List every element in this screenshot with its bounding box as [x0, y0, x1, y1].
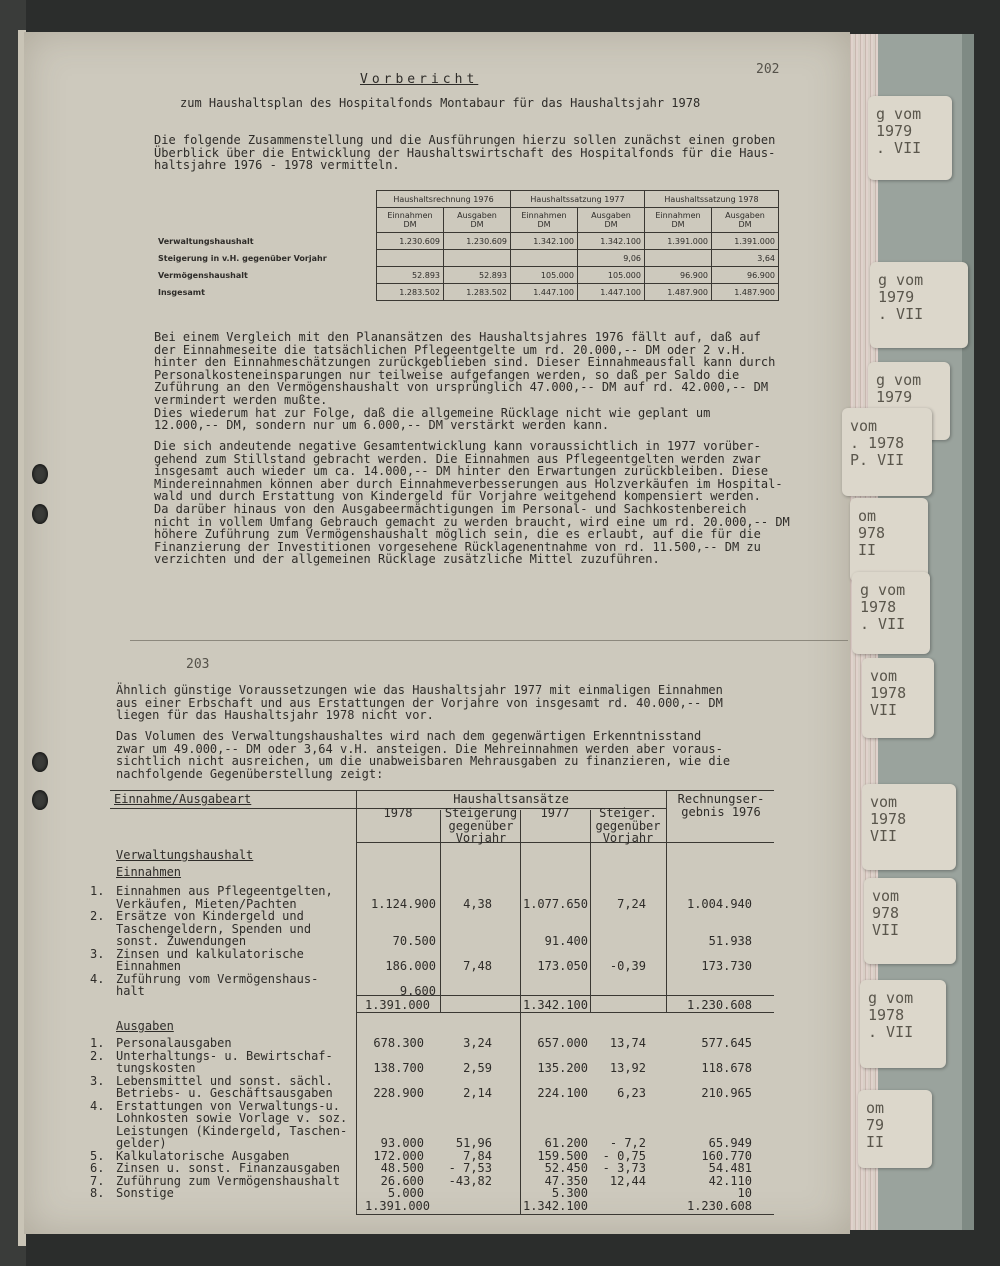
group-header-1977: Haushaltssatzung 1977 [511, 191, 645, 208]
col-ausgaben: Ausgaben DM [578, 208, 645, 233]
row-label: Steigerung in v.H. gegenüber Vorjahr [158, 253, 327, 263]
register-tab-9[interactable]: vom 978 VII [864, 878, 956, 964]
register-tab-3[interactable]: g vom 1979 [868, 362, 950, 440]
row-label: Vermögenshaushalt [158, 270, 248, 280]
cell: 9,06 [578, 250, 645, 267]
table-row [155, 284, 779, 301]
page-divider [130, 640, 848, 641]
header-steigerung-2: Steiger. gegenüber Vorjahr [595, 806, 661, 845]
col-einnahmen: Einnahmen DM [645, 208, 712, 233]
cell [511, 250, 578, 267]
cell: 52.893 [444, 267, 511, 284]
cell: 52.893 [377, 267, 444, 284]
header-1978: 1978 [383, 806, 413, 820]
cell: 1.342.100 [578, 233, 645, 250]
col-einnahmen: Einnahmen DM [511, 208, 578, 233]
ausgaben-steigerung-1: 3,24 2,59 2,14 51,96 7,84 - 7,53 -43,82 [448, 1036, 492, 1188]
cell: 1.487.900 [712, 284, 779, 301]
register-tab-6[interactable]: g vom 1978 . VII [852, 572, 930, 654]
register-tab-1[interactable]: g vom 1979 . VII [868, 96, 952, 180]
document-title: Vorbericht [360, 72, 479, 87]
summary-table [155, 190, 779, 301]
cell: 1.283.502 [377, 284, 444, 301]
header-steigerung-1: Steigerung gegenüber Vorjahr [444, 806, 518, 845]
ausgaben-sum-1978: 1.391.000 [364, 1199, 430, 1213]
einnahmen-1978: 1.124.900 70.500 186.000 9.600 [370, 896, 436, 998]
cell: 1.283.502 [444, 284, 511, 301]
einnahmen-steigerung-1: 4,38 7,48 [463, 896, 492, 973]
page-number-202: 202 [756, 62, 780, 77]
einnahmen-labels: Einnahmen aus Pflegeentgelten, Verkäufen, Mieten/Pachten Ersätze von Kindergeld und Taschengeldern, Spenden und sonst. Zuwendungen Zinsen und kalkulatorische Einnahmen Zuführung vom Vermögenshaus- halt [116, 884, 333, 998]
cell [444, 250, 511, 267]
row-label: Verwaltungshaushalt [158, 236, 254, 246]
einnahmen-numbers: 1. 2. 3. 4. [90, 884, 105, 986]
punch-hole [32, 464, 48, 484]
header-ansaetze: Haushaltsansätze [453, 792, 569, 806]
row-label: Insgesamt [158, 287, 205, 297]
einnahmen-sum-1977: 1.342.100 [522, 998, 588, 1012]
register-tab-2[interactable]: g vom 1979 . VII [870, 262, 968, 348]
cell [377, 250, 444, 267]
cell: 1.230.609 [444, 233, 511, 250]
col-ausgaben: Ausgaben DM [712, 208, 779, 233]
section-ausgaben: Ausgaben [116, 1019, 174, 1033]
table-row [155, 250, 779, 267]
cell: 1.342.100 [511, 233, 578, 250]
register-tab-10[interactable]: g vom 1978 . VII [860, 980, 946, 1068]
register-tab-11[interactable]: om 79 II [858, 1090, 932, 1168]
col-ausgaben: Ausgaben DM [444, 208, 511, 233]
cell: 3,64 [712, 250, 779, 267]
cell [645, 250, 712, 267]
group-header-1976: Haushaltsrechnung 1976 [377, 191, 511, 208]
cell: 1.447.100 [578, 284, 645, 301]
header-rechnungsergebnis: Rechnungser- gebnis 1976 [677, 792, 765, 819]
ausgaben-sum-1977: 1.342.100 [522, 1199, 588, 1213]
cell: 1.230.609 [377, 233, 444, 250]
document-subtitle: zum Haushaltsplan des Hospitalfonds Montabaur für das Haushaltsjahr 1978 [180, 96, 701, 110]
cell: 105.000 [511, 267, 578, 284]
section-verwaltungshaushalt: Verwaltungshaushalt [116, 848, 254, 862]
einnahmen-1977: 1.077.650 91.400 173.050 [522, 896, 588, 973]
einnahmen-1976: 1.004.940 51.938 173.730 [686, 896, 752, 973]
paragraph-comparison-1976: Bei einem Vergleich mit den Planansätzen des Haushaltsjahres 1976 fällt auf, daß auf der Einnahmeseite die tatsächlichen Pflegeentgelte um rd. 20.000,-- DM oder 2 v.H. hinter den Einnahmeschätzungen zurückgeblieben sind. Dieser Einnahmeausfall kann durch Personalkosteneinsparungen nur teilweise aufgefangen werden, so daß per Saldo die Zuführung an den Vermögenshaushalt von ursprünglich 47.000,-- DM auf rd. 42.000,-- DM vermindert werden mußte. Dies wiederum hat zur Folge, daß die allgemeine Rücklage nicht wie geplant um 12.000,-- DM, sondern nur um 6.000,-- DM verstärkt werden kann. [154, 330, 776, 433]
register-tab-7[interactable]: vom 1978 VII [862, 658, 934, 738]
paragraph-development-1977: Die sich andeutende negative Gesamtentwicklung kann voraussichtlich in 1977 vorüber- gehend zum Stillstand gebracht werden. Die Einnahmen aus Pflegeentgelten werden zwar insgesamt auch wieder um ca. 14.000,-- DM hinter den Erwartungen zurückbleiben. Diese Mindereinnahmen können aber durch Einnahmeverbesserungen aus Holzverkäufen im Hospital- wald und durch Erstattung von Kindergeld für Vorjahre weitgehend kompensiert werden. Da darüber hinaus von den Ausgabeermächtigungen im Personal- und Sachkostenbereich nicht in vollem Umfang Gebrauch gemacht zu werden braucht, wird eine um rd. 20.000,-- DM höhere Zuführung zum Vermögenshaushalt möglich sein, die es erlaubt, auf die für die Finanzierung der Investitionen vorgesehene Rücklagenentnahme von rd. 11.500,-- DM zu verzichten und der allgemeinen Rücklage zusätzliche Mittel zuzuführen. [154, 439, 790, 567]
einnahmen-sum-1976: 1.230.608 [686, 998, 752, 1012]
cell: 1.447.100 [511, 284, 578, 301]
punch-hole [32, 790, 48, 810]
intro-paragraph: Die folgende Zusammenstellung und die Ausführungen hierzu sollen zunächst einen groben Überblick über die Entwicklung der Haushaltswirtschaft des Hospitalfonds für die Haus- haltsjahre 1976 - 1978 vermitteln. [154, 133, 776, 173]
ausgaben-1977: 657.000 135.200 224.100 61.200 159.500 52.450 47.350 5.300 [537, 1036, 588, 1200]
paragraph-outlook-1978: Ähnlich günstige Voraussetzungen wie das Haushaltsjahr 1977 mit einmaligen Einnahmen aus einer Erbschaft und aus Erstattungen der Vorjahre von insgesamt rd. 40.000,-- DM liegen für das Haushaltsjahr 1978 nicht vor. [116, 683, 723, 723]
col-einnahmen: Einnahmen DM [377, 208, 444, 233]
ausgaben-1978: 678.300 138.700 228.900 93.000 172.000 48.500 26.600 5.000 [373, 1036, 424, 1200]
cell: 96.900 [645, 267, 712, 284]
ausgaben-numbers: 1. 2. 3. 4. 5. 6. 7. 8. [90, 1036, 105, 1200]
comparison-table [90, 790, 774, 1214]
cell: 1.487.900 [645, 284, 712, 301]
ausgaben-1976: 577.645 118.678 210.965 65.949 160.770 54.481 42.110 10 [701, 1036, 752, 1200]
register-tab-5[interactable]: om 978 II [850, 498, 928, 582]
ausgaben-sum-1976: 1.230.608 [686, 1199, 752, 1213]
header-art: Einnahme/Ausgabeart [114, 792, 252, 806]
register-tab-4[interactable]: vom . 1978 P. VII [842, 408, 932, 496]
register-tab-8[interactable]: vom 1978 VII [862, 784, 956, 870]
ausgaben-labels: Personalausgaben Unterhaltungs- u. Bewirtschaf- tungskosten Lebensmittel und sonst. sächl. Betriebs- u. Geschäftsausgaben Erstattungen von Verwaltungs-u. Lohnkosten sowie Vorlage v. soz. Leistungen (Kindergeld, Taschen- gelder) Kalkulatorische Ausgaben Zinsen u. sonst. Finanzausgaben Zuführung zum Vermögenshaushalt Sonstige [116, 1036, 348, 1200]
cell: 105.000 [578, 267, 645, 284]
punch-hole [32, 504, 48, 524]
table-row [155, 233, 779, 250]
section-einnahmen: Einnahmen [116, 865, 182, 879]
einnahmen-steigerung-2: 7,24 -0,39 [609, 896, 646, 973]
einnahmen-sum-1978: 1.391.000 [364, 998, 430, 1012]
cell: 96.900 [712, 267, 779, 284]
paragraph-volume: Das Volumen des Verwaltungshaushaltes wird nach dem gegenwärtigen Erkenntnisstand zwar um 49.000,-- DM oder 3,64 v.H. ansteigen. Die Mehreinnahmen werden aber voraus- sichtlich nicht ausreichen, um die unabweisbaren Mehrausgaben zu finanzieren, wie die nachfolgende Gegenüberstellung zeigt: [116, 729, 731, 781]
binder-left-edge [0, 0, 26, 1266]
cell: 1.391.000 [712, 233, 779, 250]
header-1977: 1977 [540, 806, 570, 820]
page-number-203: 203 [186, 657, 210, 672]
table-row [155, 267, 779, 284]
punch-hole [32, 752, 48, 772]
group-header-1978: Haushaltssatzung 1978 [645, 191, 779, 208]
ausgaben-steigerung-2: 13,74 13,92 6,23 - 7,2 - 0,75 - 3,73 12,44 [602, 1036, 646, 1188]
cell: 1.391.000 [645, 233, 712, 250]
